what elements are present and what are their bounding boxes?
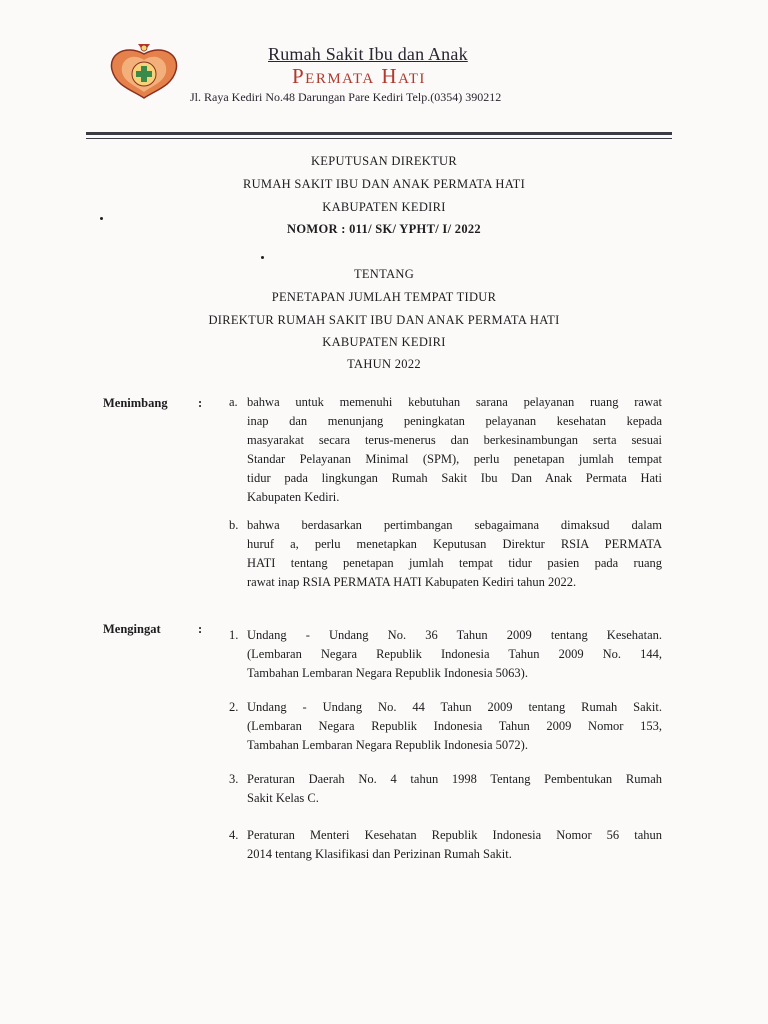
- text-line: huruf a, perlu menetapkan Keputusan Direktur RSIA PERMATA: [247, 537, 662, 551]
- scan-speck: [100, 217, 103, 220]
- hospital-address: Jl. Raya Kediri No.48 Darungan Pare Kediri Telp.(0354) 390212: [190, 90, 502, 104]
- item-text: [247, 698, 662, 755]
- text-line: tidur pada lingkungan Rumah Sakit Ibu Dan Anak Permata Hati: [247, 471, 662, 485]
- text-line: masyarakat secara terus-menerus dan berkesinambungan serta sesuai: [247, 433, 662, 447]
- text-line: Tambahan Lembaran Negara Republik Indonesia 5072).: [247, 738, 528, 752]
- subject-heading: TENTANG: [353, 267, 415, 281]
- item-marker: b.: [229, 518, 239, 532]
- item-text: [247, 516, 662, 592]
- text-line: Tambahan Lembaran Negara Republik Indonesia 5063).: [247, 666, 528, 680]
- text-line: rawat inap RSIA PERMATA HATI Kabupaten Kediri tahun 2022.: [247, 575, 577, 589]
- item-text: [247, 393, 662, 507]
- letterhead-divider-thin: [86, 138, 672, 139]
- subject-line: DIREKTUR RUMAH SAKIT IBU DAN ANAK PERMATA HATI: [208, 313, 560, 327]
- text-line: Kabupaten Kediri.: [247, 490, 340, 504]
- item-marker: 4.: [229, 828, 239, 842]
- text-line: Peraturan Daerah No. 4 tahun 1998 Tentang Pembentukan Rumah: [247, 772, 662, 786]
- text-line: Sakit Kelas C.: [247, 791, 319, 805]
- text-line: Standar Pelayanan Minimal (SPM), perlu penetapan jumlah tempat: [247, 452, 662, 466]
- subject-line: PENETAPAN JUMLAH TEMPAT TIDUR: [271, 290, 497, 304]
- text-line: HATI tentang penetapan jumlah tempat tidur pasien pada ruang: [247, 556, 662, 570]
- decree-title: KEPUTUSAN DIREKTUR: [310, 154, 458, 168]
- text-line: Undang - Undang No. 44 Tahun 2009 tentang Rumah Sakit.: [247, 700, 662, 714]
- hospital-logo-icon: [104, 40, 184, 104]
- decree-issuer: RUMAH SAKIT IBU DAN ANAK PERMATA HATI: [242, 177, 526, 191]
- mengingat-colon: :: [198, 622, 203, 636]
- scan-speck: [261, 256, 264, 259]
- subject-year: TAHUN 2022: [347, 357, 421, 371]
- text-line: bahwa berdasarkan pertimbangan sebagaimana dimaksud dalam: [247, 518, 662, 532]
- menimbang-colon: :: [198, 396, 203, 410]
- hospital-name: Rumah Sakit Ibu dan Anak: [268, 44, 468, 64]
- hospital-brand: Permata Hati: [292, 64, 426, 88]
- text-line: (Lembaran Negara Republik Indonesia Tahun 2009 No. 144,: [247, 647, 662, 661]
- menimbang-label: Menimbang: [103, 396, 168, 410]
- text-line: inap dan menunjang peningkatan pelayanan kesehatan kepada: [247, 414, 662, 428]
- subject-line: KABUPATEN KEDIRI: [322, 335, 446, 349]
- item-text: [247, 770, 662, 808]
- item-marker: 2.: [229, 700, 239, 714]
- item-marker: 3.: [229, 772, 239, 786]
- text-line: 2014 tentang Klasifikasi dan Perizinan Rumah Sakit.: [247, 847, 512, 861]
- decree-region: KABUPATEN KEDIRI: [322, 200, 446, 214]
- decree-number: NOMOR : 011/ SK/ YPHT/ I/ 2022: [287, 222, 481, 236]
- text-line: Undang - Undang No. 36 Tahun 2009 tentang Kesehatan.: [247, 628, 662, 642]
- mengingat-label: Mengingat: [103, 622, 161, 636]
- text-line: (Lembaran Negara Republik Indonesia Tahun 2009 Nomor 153,: [247, 719, 662, 733]
- text-line: bahwa untuk memenuhi kebutuhan sarana pelayanan ruang rawat: [247, 395, 662, 409]
- item-marker: 1.: [229, 628, 239, 642]
- item-marker: a.: [229, 395, 238, 409]
- letterhead-divider-thick: [86, 132, 672, 135]
- text-line: Peraturan Menteri Kesehatan Republik Indonesia Nomor 56 tahun: [247, 828, 662, 842]
- item-text: [247, 826, 662, 864]
- item-text: [247, 626, 662, 683]
